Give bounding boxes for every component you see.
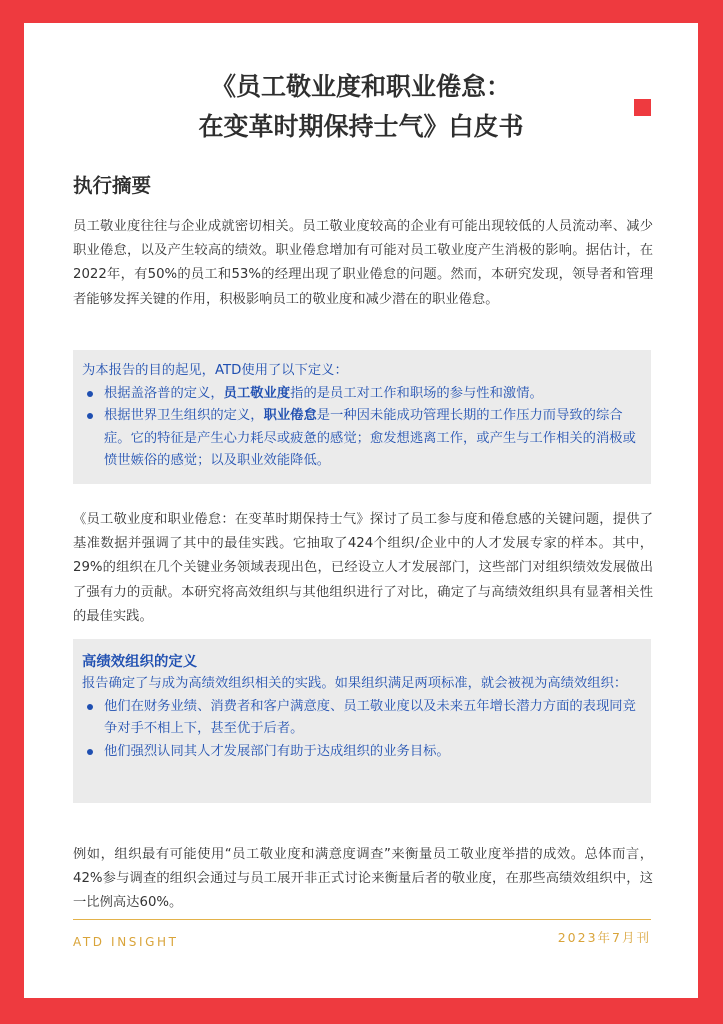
summary-paragraph-1: 员工敬业度往往与企业成就密切相关。员工敬业度较高的企业有可能出现较低的人员流动率、减少职业倦怠，以及产生较高的绩效。职业倦怠增加有可能对员工敬业度产生消极的影响。据估计，在2022年，有50%的员工和53%的经理出现了职业倦怠的问题。然而，本研究发现，领导者和管理者能够发挥关键的作用，积极影响员工的敬业度和减少潜在的职业倦怠。 bbox=[73, 219, 653, 307]
title-line-2: 在变革时期保持士气》白皮书 bbox=[198, 112, 524, 141]
definitions-list bbox=[82, 383, 641, 473]
definition-text-after: 指的是员工对工作和职场的参与性和激情。 bbox=[290, 385, 543, 401]
title-line-1: 《员工敬业度和职业倦怠： bbox=[210, 72, 511, 101]
bullet-icon bbox=[87, 749, 93, 755]
summary-paragraph-3: 例如，组织最有可能使用“员工敬业度和满意度调查”来衡量员工敬业度举措的成效。总体而言，42%参与调查的组织会通过与员工展开非正式讨论来衡量后者的敬业度，在那些高绩效组织中，这一比例高达60%。 bbox=[73, 847, 653, 911]
section-heading: 执行摘要 bbox=[73, 174, 152, 197]
definition-text-after: 是一种因未能成功管理长期的工作压力而导致的综合症。它的特征是产生心力耗尽或疲惫的感觉；愈发想逃离工作，或产生与工作相关的消极或愤世嫉俗的感觉；以及职业效能降低。 bbox=[104, 408, 636, 468]
bullet-icon bbox=[87, 704, 93, 710]
criteria-text: 他们强烈认同其人才发展部门有助于达成组织的业务目标。 bbox=[104, 743, 450, 759]
definition-text-before: 根据盖洛普的定义， bbox=[104, 385, 224, 401]
bullet-icon bbox=[87, 413, 93, 419]
criteria-item bbox=[82, 696, 641, 741]
definition-item-burnout bbox=[82, 405, 641, 473]
page bbox=[24, 23, 698, 998]
definition-item-engagement bbox=[82, 383, 641, 406]
definition-term: 员工敬业度 bbox=[223, 385, 291, 401]
summary-paragraph-2: 《员工敬业度和职业倦怠：在变革时期保持士气》探讨了员工参与度和倦怠感的关键问题，提供了基准数据并强调了其中的最佳实践。它抽取了424个组织/企业中的人才发展专家的样本。其中，29%的组织在几个关键业务领域表现出色，已经设立人才发展部门，这些部门对组织绩效发展做出了强有力的贡献。本研究将高效组织与其他组织进行了对比，确定了与高绩效组织具有显著相关性的最佳实践。 bbox=[73, 512, 653, 624]
definition-text-before: 根据世界卫生组织的定义， bbox=[104, 408, 264, 423]
footer-brand: ATD INSIGHT bbox=[73, 935, 179, 949]
bullet-icon bbox=[87, 391, 93, 397]
high-performance-box bbox=[73, 639, 651, 803]
high-performance-intro: 报告确定了与成为高绩效组织相关的实践。如果组织满足两项标准，就会被视为高绩效组织： bbox=[82, 676, 628, 691]
criteria-text: 他们在财务业绩、消费者和客户满意度、员工敬业度以及未来五年增长潜力方面的表现同竞争对手不相上下，甚至优于后者。 bbox=[104, 698, 636, 736]
definition-term: 职业倦怠 bbox=[263, 408, 317, 423]
criteria-list bbox=[82, 696, 641, 764]
definitions-intro: 为本报告的目的起见，ATD使用了以下定义： bbox=[82, 363, 348, 378]
document-title bbox=[24, 67, 698, 147]
criteria-item bbox=[82, 741, 641, 764]
footer-divider bbox=[73, 919, 651, 920]
high-performance-heading: 高绩效组织的定义 bbox=[82, 654, 198, 670]
definitions-box bbox=[73, 350, 651, 484]
footer-issue-date: 2023年7月刊 bbox=[557, 930, 651, 945]
